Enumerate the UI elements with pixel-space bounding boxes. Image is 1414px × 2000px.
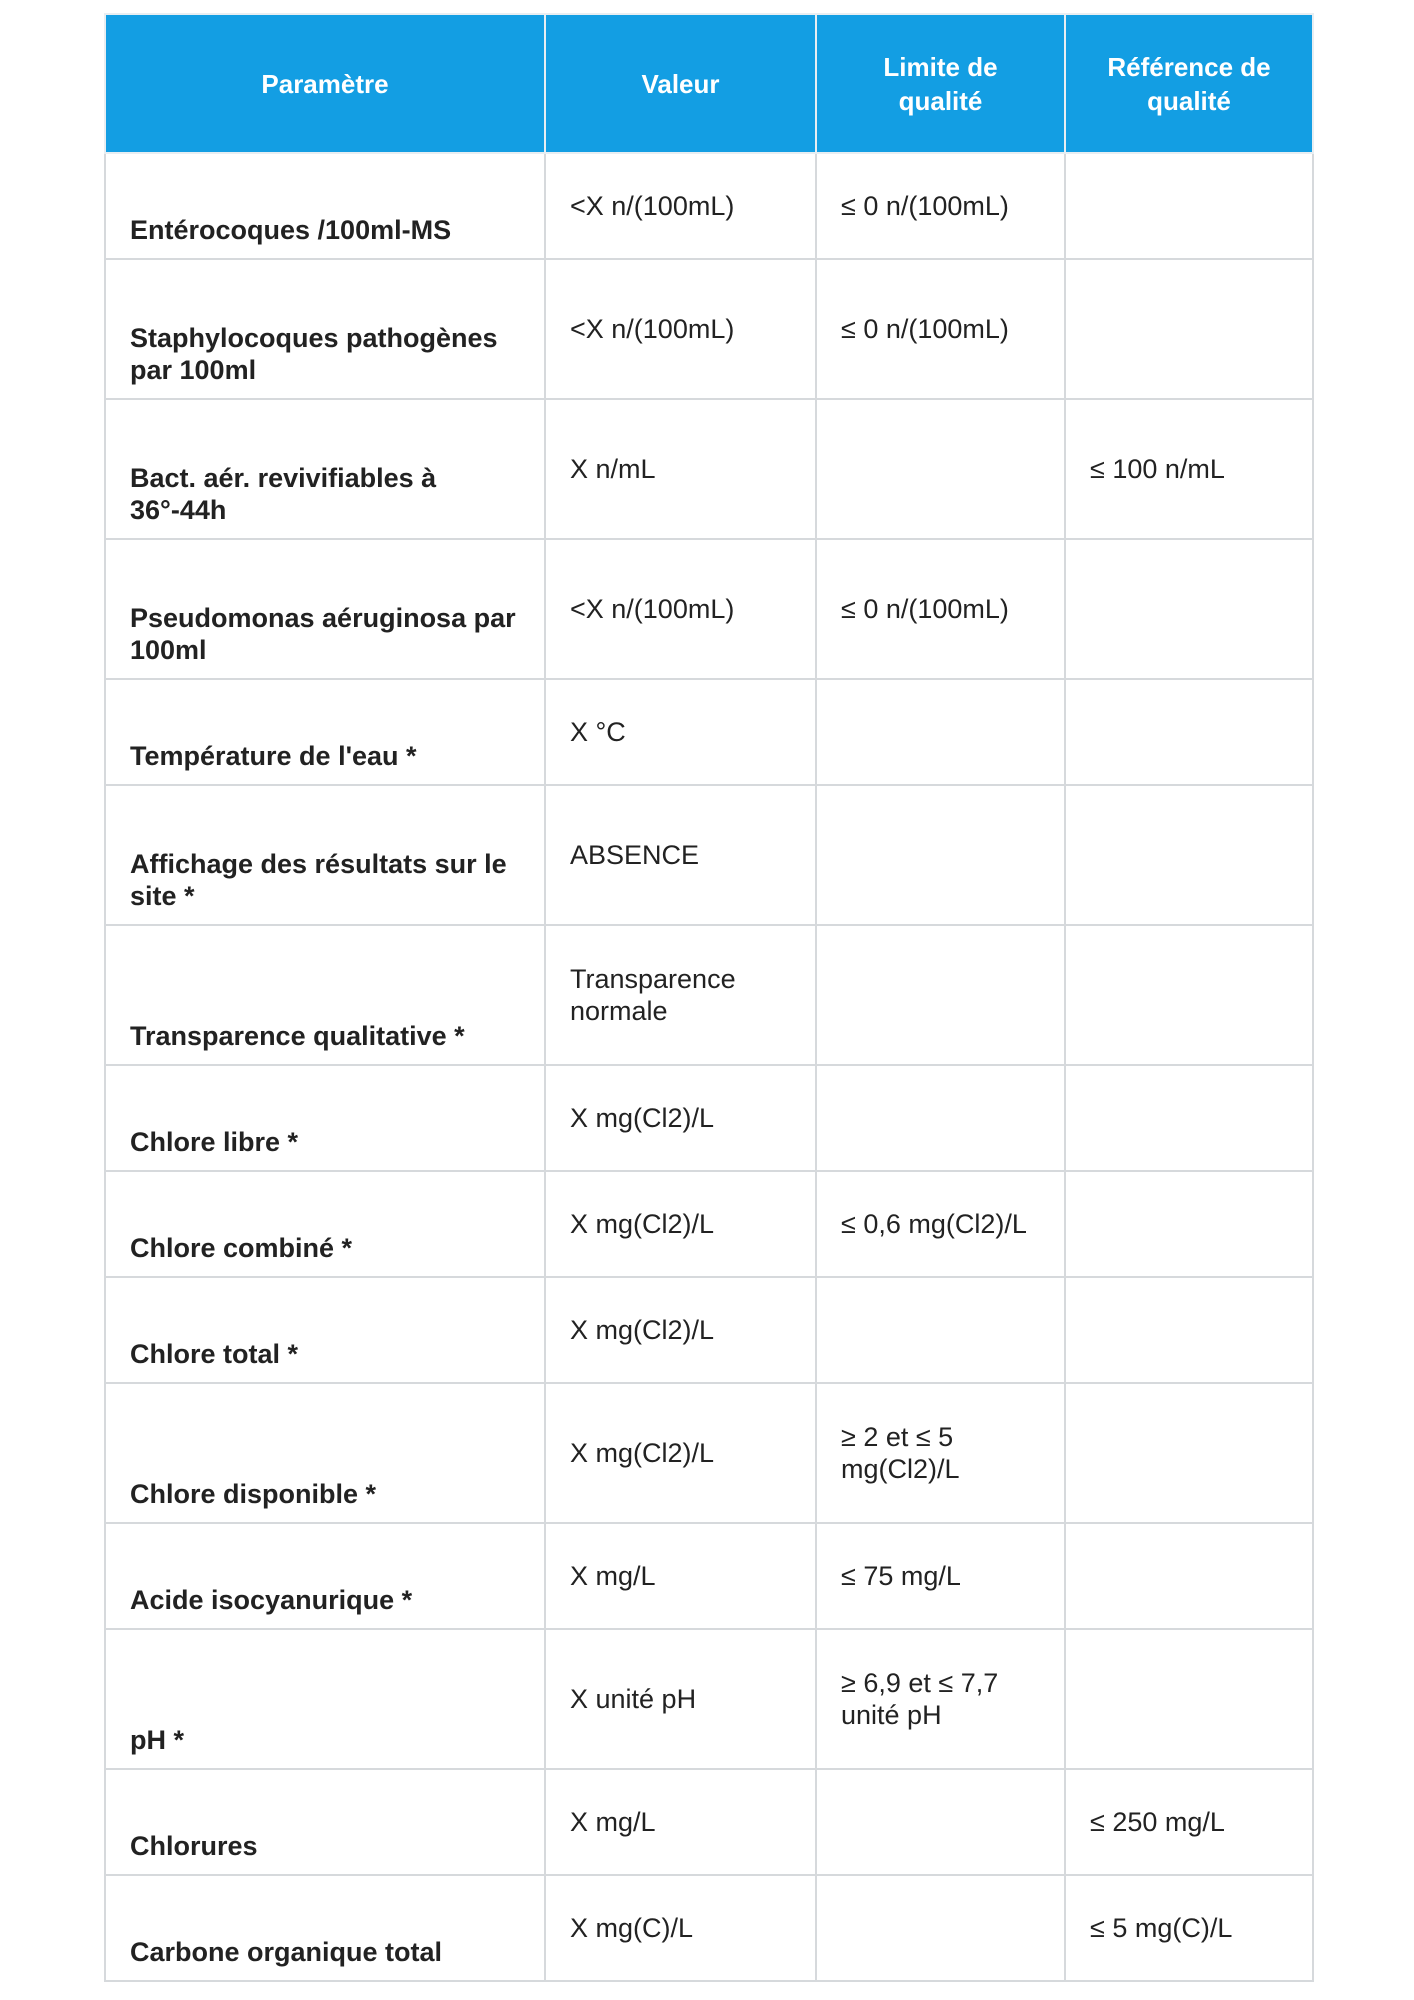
cell-valeur: <X n/(100mL) bbox=[545, 259, 816, 399]
cell-limite bbox=[816, 399, 1065, 539]
cell-limite bbox=[816, 1875, 1065, 1981]
header-parametre: Paramètre bbox=[105, 14, 545, 153]
cell-valeur: ABSENCE bbox=[545, 785, 816, 925]
cell-limite: ≤ 0 n/(100mL) bbox=[816, 153, 1065, 259]
cell-parametre: Carbone organique total bbox=[105, 1875, 545, 1981]
cell-valeur: X mg(Cl2)/L bbox=[545, 1277, 816, 1383]
cell-limite: ≤ 0 n/(100mL) bbox=[816, 539, 1065, 679]
cell-reference bbox=[1065, 153, 1313, 259]
cell-parametre: Température de l'eau * bbox=[105, 679, 545, 785]
cell-reference bbox=[1065, 1383, 1313, 1523]
cell-reference bbox=[1065, 679, 1313, 785]
cell-limite bbox=[816, 925, 1065, 1065]
cell-valeur: <X n/(100mL) bbox=[545, 153, 816, 259]
cell-valeur: X mg/L bbox=[545, 1523, 816, 1629]
cell-reference: ≤ 250 mg/L bbox=[1065, 1769, 1313, 1875]
cell-reference bbox=[1065, 1065, 1313, 1171]
table-row bbox=[105, 1171, 1313, 1277]
cell-reference bbox=[1065, 925, 1313, 1065]
table-row bbox=[105, 925, 1313, 1065]
table-row bbox=[105, 1065, 1313, 1171]
cell-parametre: Transparence qualitative * bbox=[105, 925, 545, 1065]
cell-parametre: Bact. aér. revivifiables à 36°-44h bbox=[105, 399, 545, 539]
cell-valeur: X n/mL bbox=[545, 399, 816, 539]
cell-valeur: X mg(C)/L bbox=[545, 1875, 816, 1981]
cell-parametre: Chlore combiné * bbox=[105, 1171, 545, 1277]
table-row bbox=[105, 399, 1313, 539]
header-reference-de-qualite: Référence de qualité bbox=[1065, 14, 1313, 153]
cell-valeur: X mg(Cl2)/L bbox=[545, 1383, 816, 1523]
cell-valeur: X mg(Cl2)/L bbox=[545, 1065, 816, 1171]
cell-parametre: pH * bbox=[105, 1629, 545, 1769]
table-row bbox=[105, 539, 1313, 679]
cell-reference: ≤ 5 mg(C)/L bbox=[1065, 1875, 1313, 1981]
cell-reference bbox=[1065, 259, 1313, 399]
cell-reference bbox=[1065, 785, 1313, 925]
cell-reference bbox=[1065, 1277, 1313, 1383]
cell-valeur: Transparence normale bbox=[545, 925, 816, 1065]
cell-limite: ≤ 75 mg/L bbox=[816, 1523, 1065, 1629]
header-limite-de-qualite: Limite de qualité bbox=[816, 14, 1065, 153]
cell-reference bbox=[1065, 1171, 1313, 1277]
table-row bbox=[105, 1277, 1313, 1383]
table-row bbox=[105, 1523, 1313, 1629]
cell-parametre: Acide isocyanurique * bbox=[105, 1523, 545, 1629]
cell-valeur: X mg/L bbox=[545, 1769, 816, 1875]
cell-limite: ≥ 6,9 et ≤ 7,7 unité pH bbox=[816, 1629, 1065, 1769]
cell-parametre: Affichage des résultats sur le site * bbox=[105, 785, 545, 925]
table-row bbox=[105, 785, 1313, 925]
cell-reference bbox=[1065, 539, 1313, 679]
table-row bbox=[105, 1629, 1313, 1769]
cell-limite bbox=[816, 679, 1065, 785]
results-table bbox=[104, 13, 1314, 1982]
table-row bbox=[105, 1875, 1313, 1981]
table-row bbox=[105, 1383, 1313, 1523]
cell-parametre: Chlore total * bbox=[105, 1277, 545, 1383]
cell-limite bbox=[816, 1277, 1065, 1383]
cell-reference: ≤ 100 n/mL bbox=[1065, 399, 1313, 539]
cell-limite bbox=[816, 785, 1065, 925]
cell-valeur: X mg(Cl2)/L bbox=[545, 1171, 816, 1277]
table-header-row bbox=[105, 14, 1313, 153]
cell-reference bbox=[1065, 1523, 1313, 1629]
cell-parametre: Staphylocoques pathogènes par 100ml bbox=[105, 259, 545, 399]
table-row bbox=[105, 1769, 1313, 1875]
cell-parametre: Pseudomonas aéruginosa par 100ml bbox=[105, 539, 545, 679]
cell-valeur: X °C bbox=[545, 679, 816, 785]
cell-reference bbox=[1065, 1629, 1313, 1769]
cell-limite bbox=[816, 1065, 1065, 1171]
table-row bbox=[105, 679, 1313, 785]
cell-parametre: Chlore disponible * bbox=[105, 1383, 545, 1523]
cell-parametre: Entérocoques /100ml-MS bbox=[105, 153, 545, 259]
cell-limite: ≤ 0 n/(100mL) bbox=[816, 259, 1065, 399]
cell-valeur: X unité pH bbox=[545, 1629, 816, 1769]
table-row bbox=[105, 153, 1313, 259]
cell-limite: ≥ 2 et ≤ 5 mg(Cl2)/L bbox=[816, 1383, 1065, 1523]
cell-parametre: Chlorures bbox=[105, 1769, 545, 1875]
cell-parametre: Chlore libre * bbox=[105, 1065, 545, 1171]
table-row bbox=[105, 259, 1313, 399]
cell-limite bbox=[816, 1769, 1065, 1875]
cell-valeur: <X n/(100mL) bbox=[545, 539, 816, 679]
cell-limite: ≤ 0,6 mg(Cl2)/L bbox=[816, 1171, 1065, 1277]
header-valeur: Valeur bbox=[545, 14, 816, 153]
